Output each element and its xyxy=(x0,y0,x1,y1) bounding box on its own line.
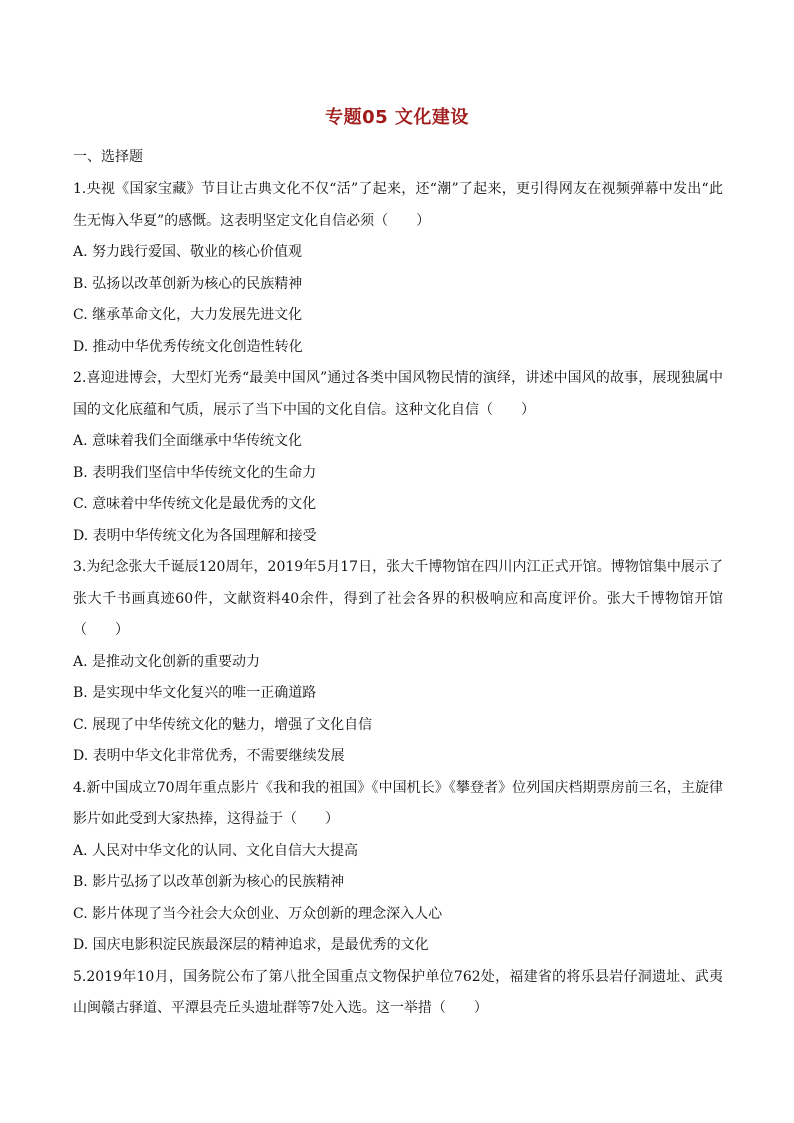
option-d: D. 表明中华传统文化为各国理解和接受 xyxy=(73,527,317,544)
option-a: A. 人民对中华文化的认同、文化自信大大提高 xyxy=(73,842,359,859)
question-text: 4.新中国成立70周年重点影片《我和我的祖国》《中国机长》《攀登者》位列国庆档期票房前三名，主旋律影片如此受到大家热捧，这得益于（ ） xyxy=(73,779,723,827)
option-b: B. 表明我们坚信中华传统文化的生命力 xyxy=(73,464,317,481)
option-d: D. 推动中华优秀传统文化创造性转化 xyxy=(73,338,303,355)
option-d: D. 国庆电影积淀民族最深层的精神追求，是最优秀的文化 xyxy=(73,937,429,953)
option-c: C. 影片体现了当今社会大众创业、万众创新的理念深入人心 xyxy=(73,905,443,922)
option-b: B. 影片弘扬了以改革创新为核心的民族精神 xyxy=(73,874,345,890)
option-c: C. 意味着中华传统文化是最优秀的文化 xyxy=(73,496,317,512)
question-5 xyxy=(73,962,723,1025)
option-a: A. 是推动文化创新的重要动力 xyxy=(73,653,261,670)
question-list xyxy=(73,174,723,1025)
option-b: B. 是实现中华文化复兴的唯一正确道路 xyxy=(73,685,317,701)
option-d: D. 表明中华文化非常优秀，不需要继续发展 xyxy=(73,748,345,764)
option-b: B. 弘扬以改革创新为核心的民族精神 xyxy=(73,275,303,292)
option-c: C. 展现了中华传统文化的魅力，增强了文化自信 xyxy=(73,716,373,733)
question-text: 5.2019年10月，国务院公布了第八批全国重点文物保护单位762处，福建省的将乐县岩仔洞遗址、武夷山闽赣古驿道、平潭县壳丘头遗址群等7处入选。这一举措（ ） xyxy=(73,968,723,1016)
question-2 xyxy=(73,363,723,552)
document-title: 专题05 文化建设 xyxy=(325,107,469,128)
section-heading: 一、选择题 xyxy=(73,149,143,165)
question-3 xyxy=(73,552,723,773)
question-1 xyxy=(73,174,723,363)
option-c: C. 继承革命文化，大力发展先进文化 xyxy=(73,307,303,323)
question-text: 2.喜迎进博会，大型灯光秀“最美中国风”通过各类中国风物民情的演绎，讲述中国风的故事，展现独属中国的文化底蕴和气质，展示了当下中国的文化自信。这种文化自信（ ） xyxy=(73,370,723,418)
option-a: A. 意味着我们全面继承中华传统文化 xyxy=(73,433,303,449)
question-text: 1.央视《国家宝藏》节目让古典文化不仅“活”了起来，还“潮”了起来，更引得网友在视频弹幕中发出“此生无悔入华夏”的感慨。这表明坚定文化自信必须（ ） xyxy=(73,181,723,229)
question-text: 3.为纪念张大千诞辰120周年，2019年5月17日，张大千博物馆在四川内江正式开馆。博物馆集中展示了张大千书画真迹60件，文献资料40余件，得到了社会各界的积极响应和高度评价。张大千博物馆开馆（ ） xyxy=(73,559,723,638)
option-a: A. 努力践行爱国、敬业的核心价值观 xyxy=(73,244,303,260)
question-4 xyxy=(73,773,723,962)
